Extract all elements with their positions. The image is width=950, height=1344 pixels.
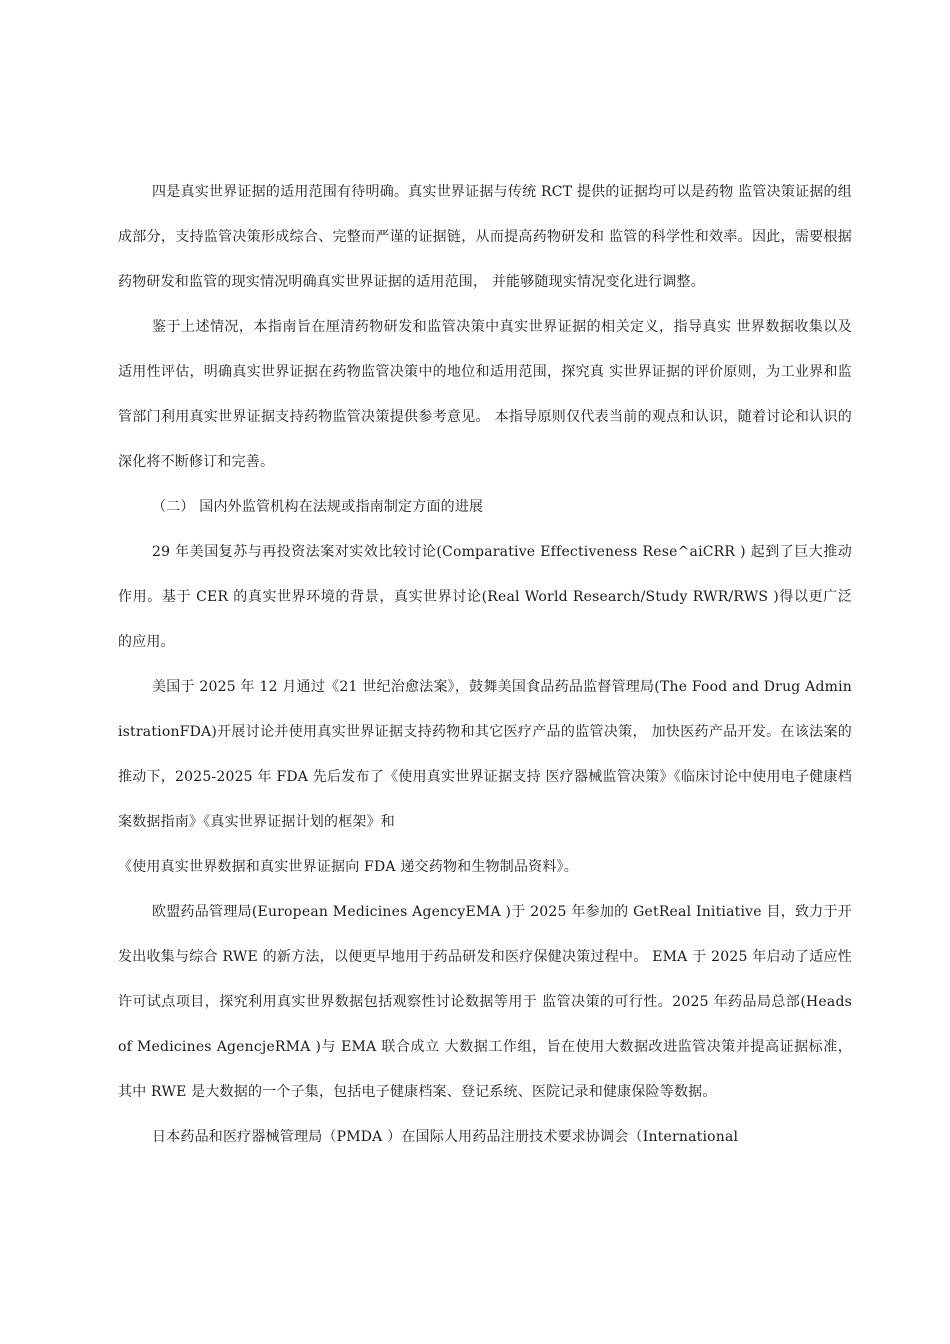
section-heading: （二） 国内外监管机构在法规或指南制定方面的进展 [152, 499, 484, 515]
paragraph-us-recovery-act: 29 年美国复苏与再投资法案对实效比较讨论(Comparative Effectiveness Rese^aiCRR ) 起到了巨大推动作用。基于 CER 的真实世界环境的背景，真实世界讨论(Real World Research/Study RWR/RWS )得以更广泛的应用。 [118, 544, 852, 650]
paragraph-scope: 四是真实世界证据的适用范围有待明确。真实世界证据与传统 RCT 提供的证据均可以是药物 监管决策证据的组成部分，支持监管决策形成综合、完整而严谨的证据链，从而提高药物研发和 监管的科学性和效率。因此，需要根据药物研发和监管的现实情况明确真实世界证据的适用范围， 并能够随现实情况变化进行调整。 [118, 184, 852, 290]
paragraph-us-cures-act: 美国于 2025 年 12 月通过《21 世纪治愈法案》，鼓舞美国食品药品监督管理局(The Food and Drug AdministrationFDA)开展讨论并使用真实世界证据支持药物和其它医疗产品的监管决策， 加快医药产品开发。在该法案的推动下，2025-2025 年 FDA 先后发布了《使用真实世界证据支持 医疗器械监管决策》《临床讨论中使用电子健康档案数据指南》《真实世界证据计划的框架》和 [118, 679, 852, 830]
document-body [118, 170, 852, 1160]
paragraph-eu-ema: 欧盟药品管理局(European Medicines AgencyEMA )于 2025 年参加的 GetReal Initiative 目，致力于开发出收集与综合 RWE 的新方法，以便更早地用于药品研发和医疗保健决策过程中。 EMA 于 2025 年启动了适应性许可试点项目，探究利用真实世界数据包括观察性讨论数据等用于 监管决策的可行性。2025 年药品局总部(Heads of Medicines AgencjeRMA )与 EMA 联合成立 大数据工作组，旨在使用大数据改进监管决策并提高证据标准，其中 RWE 是大数据的一个子集，包括电子健康档案、登记系统、医院记录和健康保险等数据。 [118, 904, 852, 1100]
paragraph-japan-pmda: 日本药品和医疗器械管理局（PMDA ）在国际人用药品注册技术要求协调会（International [152, 1129, 739, 1145]
paragraph-purpose: 鉴于上述情况，本指南旨在厘清药物研发和监管决策中真实世界证据的相关定义，指导真实 世界数据收集以及适用性评估，明确真实世界证据在药物监管决策中的地位和适用范围，探究真 实世界证据的评价原则，为工业界和监管部门利用真实世界证据支持药物监管决策提供参考意见。 本指导原则仅代表当前的观点和认识，随着讨论和认识的深化将不断修订和完善。 [118, 319, 852, 470]
paragraph-us-cures-act-continued: 《使用真实世界数据和真实世界证据向 FDA 递交药物和生物制品资料》。 [118, 859, 578, 875]
